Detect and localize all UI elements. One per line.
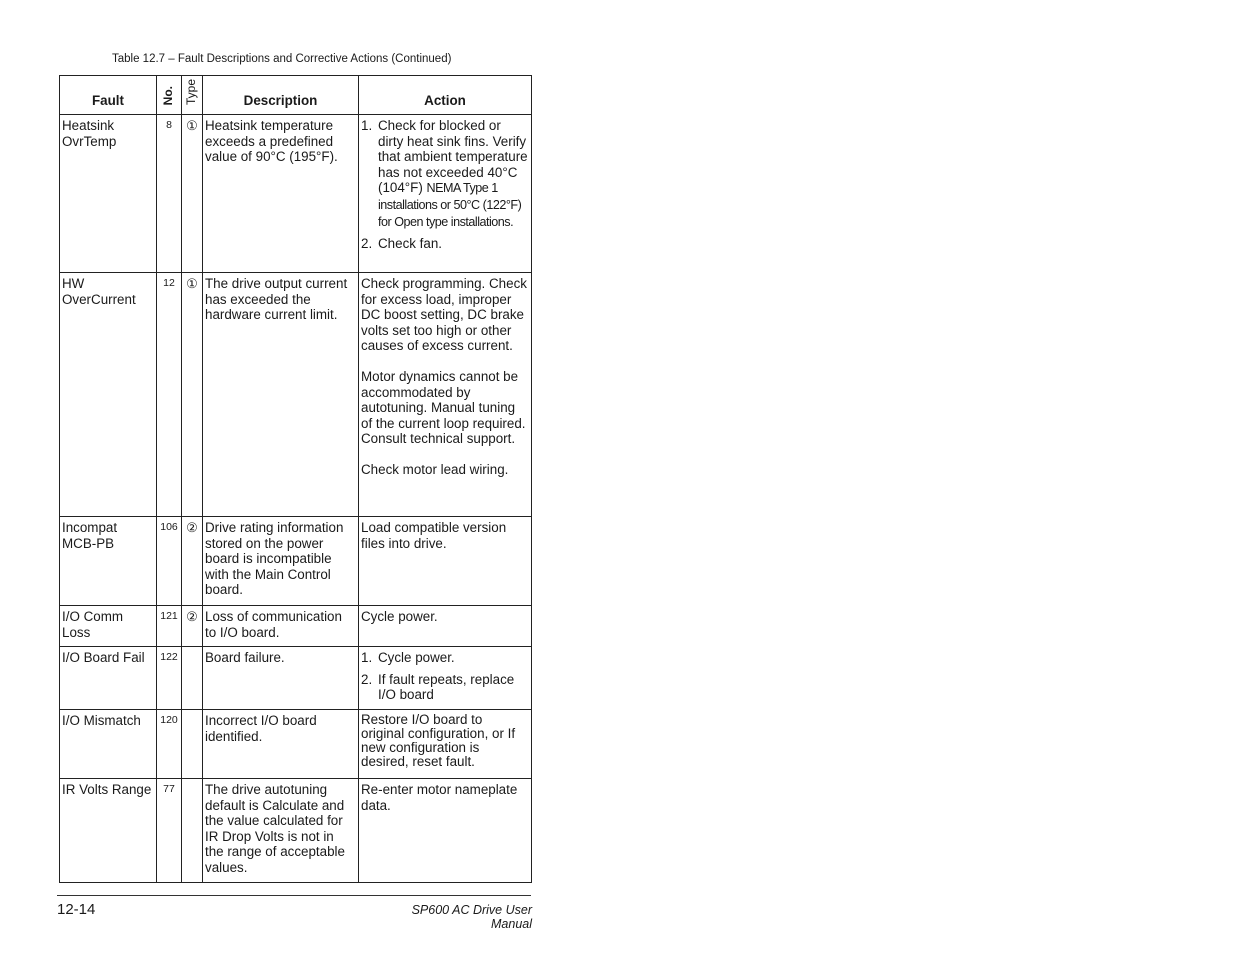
table-row <box>60 115 532 273</box>
fault-action: Restore I/O board to original configuration, or If new configuration is desired, reset fault. <box>359 709 532 778</box>
fault-description: Board failure. <box>203 647 359 710</box>
action-step <box>361 236 529 252</box>
fault-type-icon: ② <box>182 517 203 606</box>
fault-action: Load compatible version files into drive. <box>359 517 532 606</box>
page-number: 12-14 <box>57 901 96 918</box>
footer-divider <box>57 895 531 896</box>
action-step <box>361 650 529 666</box>
fault-type-icon <box>182 647 203 710</box>
step-text: Cycle power. <box>378 650 455 666</box>
table-row <box>60 709 532 778</box>
header-no-label: No. <box>161 85 176 106</box>
fault-name: HW OverCurrent <box>60 273 157 517</box>
step-text-main: Check for blocked or dirty heat sink fins. Verify that ambient temperature has not exceeded 40°C (104°F) <box>378 118 528 196</box>
fault-action: Cycle power. <box>359 606 532 647</box>
step-number: 1. <box>361 650 373 666</box>
action-steps <box>361 118 529 252</box>
table-row <box>60 606 532 647</box>
action-steps <box>361 650 529 703</box>
table-header-row <box>60 76 532 115</box>
fault-table <box>59 75 532 883</box>
fault-description: The drive output current has exceeded the hardware current limit. <box>203 273 359 517</box>
fault-name: Incompat MCB-PB <box>60 517 157 606</box>
action-paragraph: Check motor lead wiring. <box>361 461 509 477</box>
fault-description: Incorrect I/O board identified. <box>203 709 359 778</box>
fault-number: 12 <box>157 273 182 517</box>
table-row <box>60 778 532 882</box>
fault-description: Loss of communication to I/O board. <box>203 606 359 647</box>
fault-number: 122 <box>157 647 182 710</box>
fault-action: Re-enter motor nameplate data. <box>359 778 532 882</box>
fault-type-icon <box>182 778 203 882</box>
header-no <box>157 76 182 115</box>
fault-number: 121 <box>157 606 182 647</box>
manual-title: SP600 AC Drive User Manual <box>411 903 532 931</box>
header-description: Description <box>203 76 359 115</box>
fault-name: I/O Board Fail <box>60 647 157 710</box>
fault-action <box>359 647 532 710</box>
fault-type-icon <box>182 709 203 778</box>
action-paragraph: Check programming. Check for excess load, improper DC boost setting, DC brake volts set too high or other causes of excess current. <box>361 276 527 354</box>
table-row <box>60 273 532 517</box>
fault-name: IR Volts Range <box>60 778 157 882</box>
step-number: 1. <box>361 118 373 134</box>
step-number: 2. <box>361 236 373 252</box>
table-row <box>60 517 532 606</box>
fault-description: Heatsink temperature exceeds a predefined value of 90°C (195°F). <box>203 115 359 273</box>
fault-number: 8 <box>157 115 182 273</box>
fault-type-icon: ① <box>182 115 203 273</box>
step-number: 2. <box>361 671 373 687</box>
fault-type-icon: ② <box>182 606 203 647</box>
fault-action <box>359 115 532 273</box>
step-text: Check fan. <box>378 236 443 252</box>
fault-name: I/O Mismatch <box>60 709 157 778</box>
header-action: Action <box>359 76 532 115</box>
header-type-label: Type <box>184 79 199 106</box>
action-step <box>361 118 529 230</box>
step-text: If fault repeats, replace I/O board <box>378 671 515 703</box>
fault-action <box>359 273 532 517</box>
action-paragraph: Motor dynamics cannot be accommodated by autotuning. Manual tuning of the current loop required. Consult technical support. <box>361 368 526 447</box>
fault-name: Heatsink OvrTemp <box>60 115 157 273</box>
fault-description: Drive rating information stored on the power board is incompatible with the Main Control board. <box>203 517 359 606</box>
fault-description: The drive autotuning default is Calculate and the value calculated for IR Drop Volts is not in the range of acceptable values. <box>203 778 359 882</box>
action-step <box>361 672 529 703</box>
table-caption: Table 12.7 – Fault Descriptions and Corrective Actions (Continued) <box>112 53 452 65</box>
fault-number: 77 <box>157 778 182 882</box>
header-fault: Fault <box>60 76 157 115</box>
fault-name: I/O Comm Loss <box>60 606 157 647</box>
header-type <box>182 76 203 115</box>
step-text-condensed: NEMA Type 1 installations or 50°C (122°F) for Open type installations. <box>378 181 522 229</box>
table-row <box>60 647 532 710</box>
fault-number: 106 <box>157 517 182 606</box>
fault-type-icon: ① <box>182 273 203 517</box>
fault-number: 120 <box>157 709 182 778</box>
step-text <box>378 118 529 230</box>
